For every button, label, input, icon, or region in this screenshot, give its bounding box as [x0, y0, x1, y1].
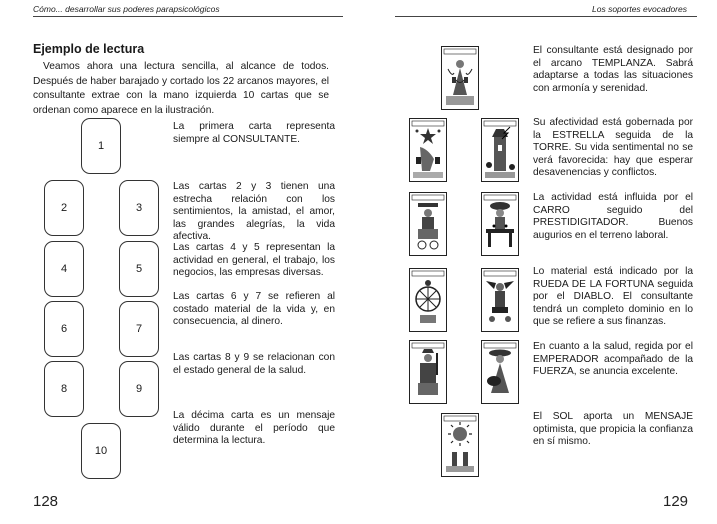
reading-wheel-devil: Lo material está indicado por la RUEDA DE LA FORTUNA seguida por el DIABLO. El consultante tendrá un completo dominio en lo que se refiere a sus finanzas.	[533, 266, 693, 327]
layout-card-3: 3	[119, 180, 159, 236]
section-title: Ejemplo de lectura	[33, 42, 145, 56]
layout-card-1: 1	[81, 118, 121, 174]
star-card-icon	[409, 118, 447, 182]
layout-card-6: 6	[44, 301, 84, 357]
reading-chariot-magician: La actividad está influida por el CARRO seguido del PRESTIDIGITADOR. Buenos augurios en el terreno laboral.	[533, 192, 693, 241]
left-header-rule	[33, 16, 343, 17]
reading-star-tower: Su afectividad está gobernada por la ESTRELLA seguida de la TORRE. Su vida sentimental no se verá favorecida: hay que esperar desavenencias y conflictos.	[533, 117, 693, 178]
reading-sun: El SOL aporta un MENSAJE optimista, que propicia la confianza en sí mismo.	[533, 411, 693, 447]
layout-card-2: 2	[44, 180, 84, 236]
right-header-rule	[395, 16, 697, 17]
right-running-header: Los soportes evocadores	[592, 4, 687, 14]
left-running-header: Cómo... desarrollar sus poderes parapsicológicos	[33, 4, 220, 14]
temperance-card-icon	[441, 46, 479, 110]
layout-card-10: 10	[81, 423, 121, 479]
layout-card-9: 9	[119, 361, 159, 417]
magician-card-icon	[481, 192, 519, 256]
description-card-10: La décima carta es un mensaje válido durante el período que determina la lectura.	[173, 410, 335, 446]
intro-paragraph: Veamos ahora una lectura sencilla, al alcance de todos. Después de haber barajado y cortado los 22 arcanos mayores, el consultante extrae con la mano izquierda 10 cartas que se ordenan como aparece en la ilustración.	[33, 61, 329, 116]
description-cards-4-5: Las cartas 4 y 5 representan la actividad en general, el trabajo, los negocios, las empresas diversas.	[173, 242, 335, 278]
layout-card-4: 4	[44, 241, 84, 297]
chariot-card-icon	[409, 192, 447, 256]
reading-temperance: El consultante está designado por el arcano TEMPLANZA. Sabrá adaptarse a todas las situaciones con armonía y serenidad.	[533, 45, 693, 94]
description-card-1: La primera carta representa siempre al CONSULTANTE.	[173, 121, 335, 145]
right-page-number: 129	[663, 493, 689, 510]
reading-emperor-strength: En cuanto a la salud, regida por el EMPERADOR acompañado de la FUERZA, se anuncia excelente.	[533, 341, 693, 377]
layout-card-7: 7	[119, 301, 159, 357]
layout-card-8: 8	[44, 361, 84, 417]
sun-card-icon	[441, 413, 479, 477]
description-cards-2-3: Las cartas 2 y 3 tienen una estrecha relación con los sentimientos, la amistad, el amor, las grandes alegrías, la vida afectiva.	[173, 181, 335, 242]
emperor-card-icon	[409, 340, 447, 404]
layout-card-5: 5	[119, 241, 159, 297]
wheel-of-fortune-card-icon	[409, 268, 447, 332]
description-cards-8-9: Las cartas 8 y 9 se relacionan con el estado general de la salud.	[173, 352, 335, 376]
strength-card-icon	[481, 340, 519, 404]
devil-card-icon	[481, 268, 519, 332]
description-cards-6-7: Las cartas 6 y 7 se refieren al costado material de la vida y, en consecuencia, al dinero.	[173, 291, 335, 327]
tower-card-icon	[481, 118, 519, 182]
left-page-number: 128	[33, 493, 59, 510]
